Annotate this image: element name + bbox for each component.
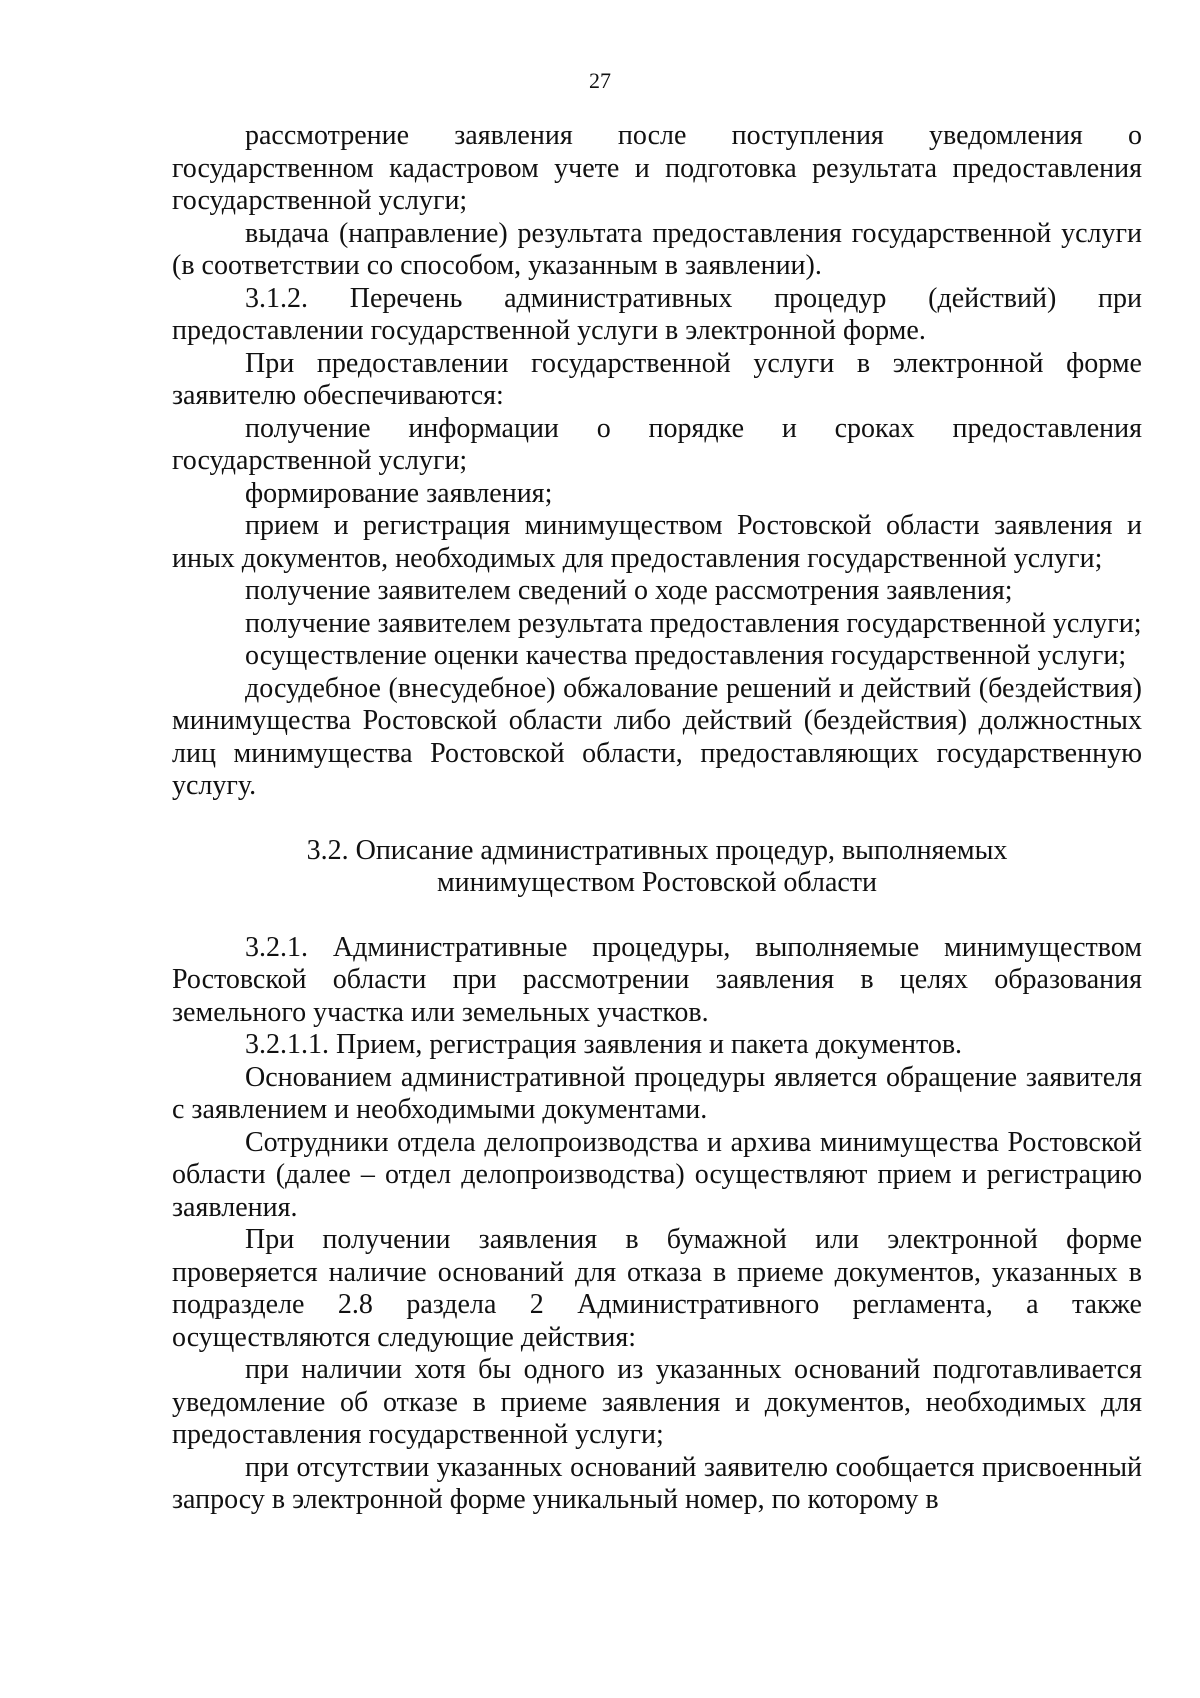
paragraph: При предоставлении государственной услуги в электронной форме заявителю обеспечиваются: — [172, 347, 1142, 411]
paragraph: При получении заявления в бумажной или электронной форме проверяется наличие оснований для отказа в приеме документов, указанных в подразделе 2.8 раздела 2 Административного регламента, а также осуществляются следующие действия: — [172, 1224, 1142, 1353]
paragraph: получение заявителем результата предоставления государственной услуги; — [245, 607, 1142, 639]
paragraph: при наличии хотя бы одного из указанных оснований подготавливается уведомление об отказе в приеме заявления и документов, необходимых для предоставления государственной услуги; — [172, 1354, 1142, 1450]
paragraph: Основанием административной процедуры является обращение заявителя с заявлением и необходимыми документами. — [172, 1061, 1142, 1125]
paragraph: прием и регистрация минимуществом Ростовской области заявления и иных документов, необходимых для предоставления государственной услуги; — [172, 510, 1142, 574]
paragraph: выдача (направление) результата предоставления государственной услуги (в соответствии со способом, указанным в заявлении). — [172, 217, 1142, 281]
paragraph: 3.1.2. Перечень административных процедур (действий) при предоставлении государственной услуги в электронной форме. — [172, 282, 1142, 346]
section-heading-line: 3.2. Описание административных процедур, выполняемых — [306, 834, 1008, 866]
paragraph: досудебное (внесудебное) обжалование решений и действий (бездействия) минимущества Ростовской области либо действий (бездействия) должностных лиц минимущества Ростовской области, предоставляющих государственную услугу. — [172, 672, 1142, 801]
paragraph: осуществление оценки качества предоставления государственной услуги; — [245, 640, 1127, 671]
paragraph: 3.2.1.1. Прием, регистрация заявления и пакета документов. — [245, 1029, 963, 1060]
document-body — [172, 120, 1142, 1517]
paragraph: формирование заявления; — [245, 477, 553, 509]
section-heading — [172, 835, 1142, 900]
paragraph: рассмотрение заявления после поступления уведомления о государственном кадастровом учете и подготовка результата предоставления государственной услуги; — [172, 120, 1142, 216]
page-number: 27 — [589, 68, 611, 93]
paragraph: получение заявителем сведений о ходе рассмотрения заявления; — [245, 575, 1013, 606]
paragraph: получение информации о порядке и сроках предоставления государственной услуги; — [172, 412, 1142, 476]
paragraph: Сотрудники отдела делопроизводства и архива минимущества Ростовской области (далее – отдел делопроизводства) осуществляют прием и регистрацию заявления. — [172, 1126, 1142, 1223]
paragraph: 3.2.1. Административные процедуры, выполняемые минимуществом Ростовской области при рассмотрении заявления в целях образования земельного участка или земельных участков. — [172, 931, 1142, 1028]
paragraph: при отсутствии указанных оснований заявителю сообщается присвоенный запросу в электронной форме уникальный номер, по которому в — [172, 1451, 1142, 1515]
section-heading-line: минимуществом Ростовской области — [436, 867, 878, 898]
